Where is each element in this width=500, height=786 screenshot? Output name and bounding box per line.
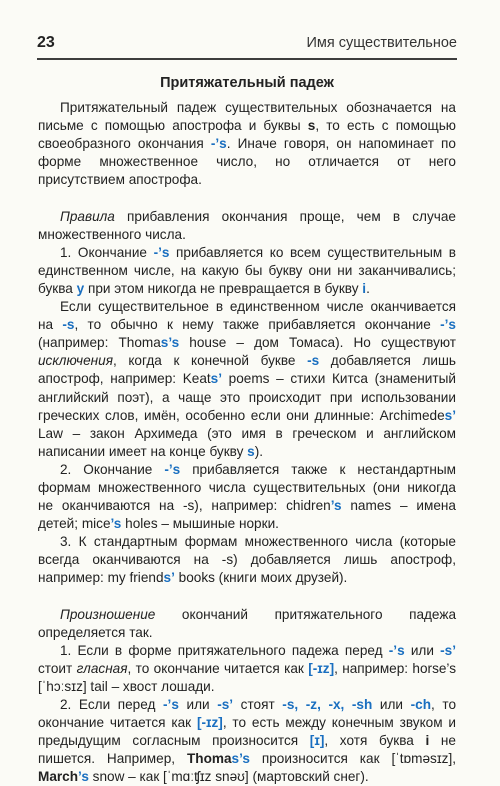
text: . Иначе говоря, он напоминает по форме множественное число, но отличается от него присутствием апострофа. — [38, 136, 456, 188]
suffix: -’s — [210, 136, 227, 152]
suffix: -’s — [153, 244, 170, 260]
term-rules: Правила — [60, 208, 115, 224]
spacer — [38, 588, 456, 606]
example-word: Thoma — [186, 751, 232, 767]
suffix: s’s — [160, 335, 180, 351]
text: (например: Thoma — [38, 335, 161, 351]
text: Притяжательный падеж существительных обозначается на письме с помощью апострофа и буквы — [38, 100, 456, 134]
text: 1. Если в форме притяжательного падежа перед — [60, 642, 389, 658]
paragraph-rule-1 — [38, 244, 456, 298]
suffix: s’ — [163, 570, 175, 586]
paragraph-rule-2 — [38, 461, 456, 533]
suffix: -’s — [440, 317, 456, 333]
suffix: s’ — [444, 407, 456, 423]
letter-i: i — [362, 280, 367, 296]
text: books (книги моих друзей). — [174, 570, 348, 586]
text: , то есть с помощью своеобразного окончания — [38, 118, 456, 152]
text: стоят — [233, 697, 283, 712]
text: 1. Окончание — [60, 244, 154, 260]
term-vowel: гласная — [76, 660, 128, 676]
text: . — [366, 280, 370, 296]
suffix: ’s — [330, 498, 342, 514]
section-title: Притяжательный падеж — [160, 75, 334, 91]
text: , то окончание читается как — [127, 660, 309, 676]
page-header — [37, 34, 457, 56]
text: , например: horse’s [ˈhɔːsɪz] tail – хвост лошади. — [38, 660, 457, 694]
text: прибавляется ко всем существительным в единственном числе, на какую бы букву они ни заканчивались; буква — [38, 244, 456, 296]
running-title: Имя существительное — [306, 35, 457, 51]
text: прибавления окончания проще, чем в случае множественного числа. — [38, 208, 456, 242]
text: не пишется. Например, — [38, 733, 456, 767]
suffix: ’s — [78, 769, 89, 785]
letter-s: s — [307, 118, 316, 134]
text: names – имена детей; mice — [38, 498, 456, 532]
text: , то обычно к нему также прибавляется окончание — [74, 317, 441, 333]
text: , хотя буква — [324, 733, 426, 749]
letter-i: i — [425, 733, 430, 749]
term-exceptions: исключения — [38, 353, 113, 369]
suffix: s’ — [210, 371, 223, 387]
text: окончаний притяжательного падежа определяется так. — [38, 606, 456, 640]
example-word: March — [38, 769, 79, 785]
suffix: -’s — [163, 697, 179, 712]
text: holes – мышиные норки. — [121, 516, 279, 532]
text: ). — [254, 443, 264, 459]
text: 3. К стандартным формам множественного числа (которые всегда оканчиваются на -s) добавляется лишь апостроф, например: my friend — [38, 534, 456, 586]
text: произносится как [ˈtɒməsɪz], — [249, 751, 457, 767]
suffix: -’s — [164, 461, 181, 477]
suffix: -’s — [388, 642, 405, 658]
paragraph-intro — [38, 99, 456, 189]
paragraph-pronunciation-lead — [38, 606, 456, 642]
transcription: [ɪ] — [309, 733, 325, 749]
letter-y: y — [76, 280, 85, 296]
text: или — [404, 642, 441, 658]
paragraph-rule-3 — [38, 533, 456, 587]
page-number: 23 — [37, 34, 55, 51]
text: , когда к конечной букве — [112, 353, 308, 369]
letter-s: s — [247, 443, 255, 459]
transcription: [-ɪz] — [308, 660, 335, 676]
paragraph-rules-lead — [38, 208, 456, 244]
text: Если существительное в единственном числе оканчивается на — [38, 299, 456, 333]
suffix: s’s — [231, 751, 250, 767]
suffix: -s’ — [217, 697, 234, 712]
text: 2. Окончание — [60, 461, 165, 477]
page-content — [38, 74, 456, 786]
ending: -ch — [410, 697, 431, 712]
text: добавляется лишь апостроф, например: Keat — [38, 353, 456, 387]
endings: -s, -z, -x, -sh — [282, 697, 373, 712]
suffix: -s’ — [440, 642, 456, 658]
text: snow – как [ˈmɑːʧɪz snəʊ] (мартовский снег). — [88, 769, 369, 785]
text: poems – стихи Китса (знаменитый английский поэт), а чаще это происходит при использовании греческих слов, имён, особенно если они длинные: Archimede — [38, 371, 456, 423]
paragraph-rule-1-s-ending — [38, 298, 456, 461]
text: , то есть между конечным звуком и предыдущим согласным произносится — [38, 715, 456, 749]
text: house – дом Томаса). Но существуют — [179, 335, 456, 351]
term-pronunciation: Произношение — [60, 606, 156, 622]
suffix: -s — [62, 317, 75, 333]
text: или — [178, 697, 218, 712]
text: стоит — [38, 660, 77, 676]
text: 2. Если перед — [60, 697, 164, 712]
suffix: -s — [307, 353, 320, 369]
text: при этом никогда не превращается в букву — [84, 280, 363, 296]
text: Law – закон Архимеда (это имя в греческом и английском написании имеет на конце букву — [38, 425, 456, 459]
spacer — [38, 190, 456, 208]
text: , то окончание читается как — [38, 697, 456, 731]
paragraph-pronunciation-1 — [38, 642, 456, 696]
paragraph-pronunciation-2 — [38, 696, 456, 786]
text: или — [372, 697, 411, 712]
transcription: [-ɪz] — [196, 715, 223, 731]
text: прибавляется также к нестандартным формам множественного числа существительных (они никогда не оканчиваются на -s), например: chidren — [38, 461, 456, 514]
header-rule — [37, 58, 457, 60]
suffix: ’s — [110, 516, 122, 532]
